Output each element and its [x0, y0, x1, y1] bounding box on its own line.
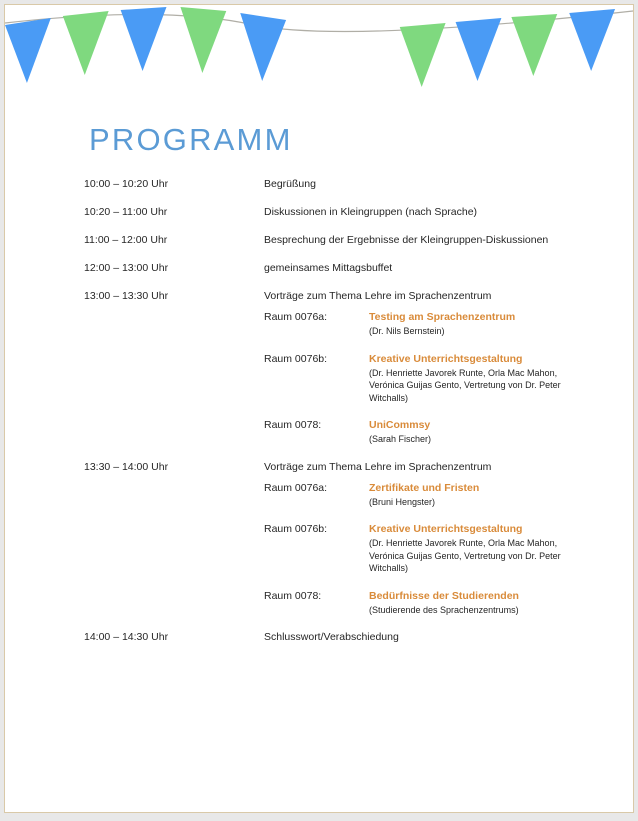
schedule-time: 13:30 – 14:00 Uhr: [84, 460, 169, 473]
bunting-decoration: [5, 5, 633, 105]
talk-room: Raum 0076b:: [264, 352, 328, 365]
talk-body: [369, 310, 564, 338]
schedule-list: [84, 177, 564, 658]
schedule-description: gemeinsames Mittagsbuffet: [264, 262, 393, 274]
talk-room: Raum 0078:: [264, 589, 322, 602]
talk-speakers: (Bruni Hengster): [369, 496, 436, 507]
talk-title: Kreative Unterrichtsgestaltung: [369, 352, 523, 365]
talk-room: Raum 0076a:: [264, 481, 328, 494]
talk-body: [369, 418, 564, 446]
talk-item: [264, 481, 564, 509]
schedule-time: 10:00 – 10:20 Uhr: [84, 178, 169, 190]
talk-speakers: (Studierende des Sprachenzentrums): [369, 604, 519, 615]
talk-title: UniCommsy: [369, 419, 431, 431]
schedule-row: [84, 460, 564, 475]
talk-item: [264, 352, 564, 405]
talk-speakers: (Dr. Nils Bernstein): [369, 326, 445, 336]
schedule-row: [84, 177, 564, 192]
schedule-time: 13:00 – 13:30 Uhr: [84, 290, 169, 302]
document-page: [4, 4, 634, 813]
talk-room: Raum 0078:: [264, 419, 322, 431]
talk-speakers: (Dr. Henriette Javorek Runte, Orla Mac Mahon, Verónica Guijas Gento, Vertretung von Dr. Peter Witchalls): [369, 538, 561, 573]
schedule-row: [84, 205, 564, 220]
talk-item: [264, 589, 564, 617]
schedule-description: Diskussionen in Kleingruppen (nach Sprache): [264, 206, 478, 218]
talk-title: Zertifikate und Fristen: [369, 481, 480, 494]
schedule-description: Schlusswort/Verabschiedung: [264, 631, 399, 643]
talk-room: Raum 0076b:: [264, 523, 328, 535]
talk-body: [369, 589, 564, 617]
talk-item: [264, 418, 564, 446]
schedule-time: 12:00 – 13:00 Uhr: [84, 262, 169, 274]
talk-item: [264, 522, 564, 575]
talk-room: Raum 0076a:: [264, 311, 328, 323]
schedule-description: Begrüßung: [264, 178, 316, 190]
talk-title: Bedürfnisse der Studierenden: [369, 589, 519, 602]
schedule-description: Vorträge zum Thema Lehre im Sprachenzentrum: [264, 460, 492, 473]
schedule-time: 10:20 – 11:00 Uhr: [84, 206, 168, 218]
schedule-row: [84, 289, 564, 304]
talk-item: [264, 310, 564, 338]
talk-body: [369, 352, 564, 405]
schedule-time: 14:00 – 14:30 Uhr: [84, 631, 169, 643]
talk-list: [264, 310, 564, 446]
talk-speakers: (Sarah Fischer): [369, 434, 432, 444]
schedule-row: [84, 233, 564, 248]
talk-body: [369, 481, 564, 509]
schedule-description: Besprechung der Ergebnisse der Kleingruppen-Diskussionen: [264, 234, 549, 246]
talk-body: [369, 522, 564, 575]
schedule-row: [84, 630, 564, 645]
talk-list: [264, 481, 564, 617]
talk-speakers: (Dr. Henriette Javorek Runte, Orla Mac Mahon, Verónica Guijas Gento, Vertretung von Dr. Peter Witchalls): [369, 367, 561, 403]
schedule-time: 11:00 – 12:00 Uhr: [84, 234, 168, 246]
page-title: PROGRAMM: [89, 122, 293, 157]
talk-title: Testing am Sprachenzentrum: [369, 311, 516, 323]
schedule-description: Vorträge zum Thema Lehre im Sprachenzentrum: [264, 290, 492, 302]
schedule-row: [84, 261, 564, 276]
talk-title: Kreative Unterrichtsgestaltung: [369, 523, 523, 535]
